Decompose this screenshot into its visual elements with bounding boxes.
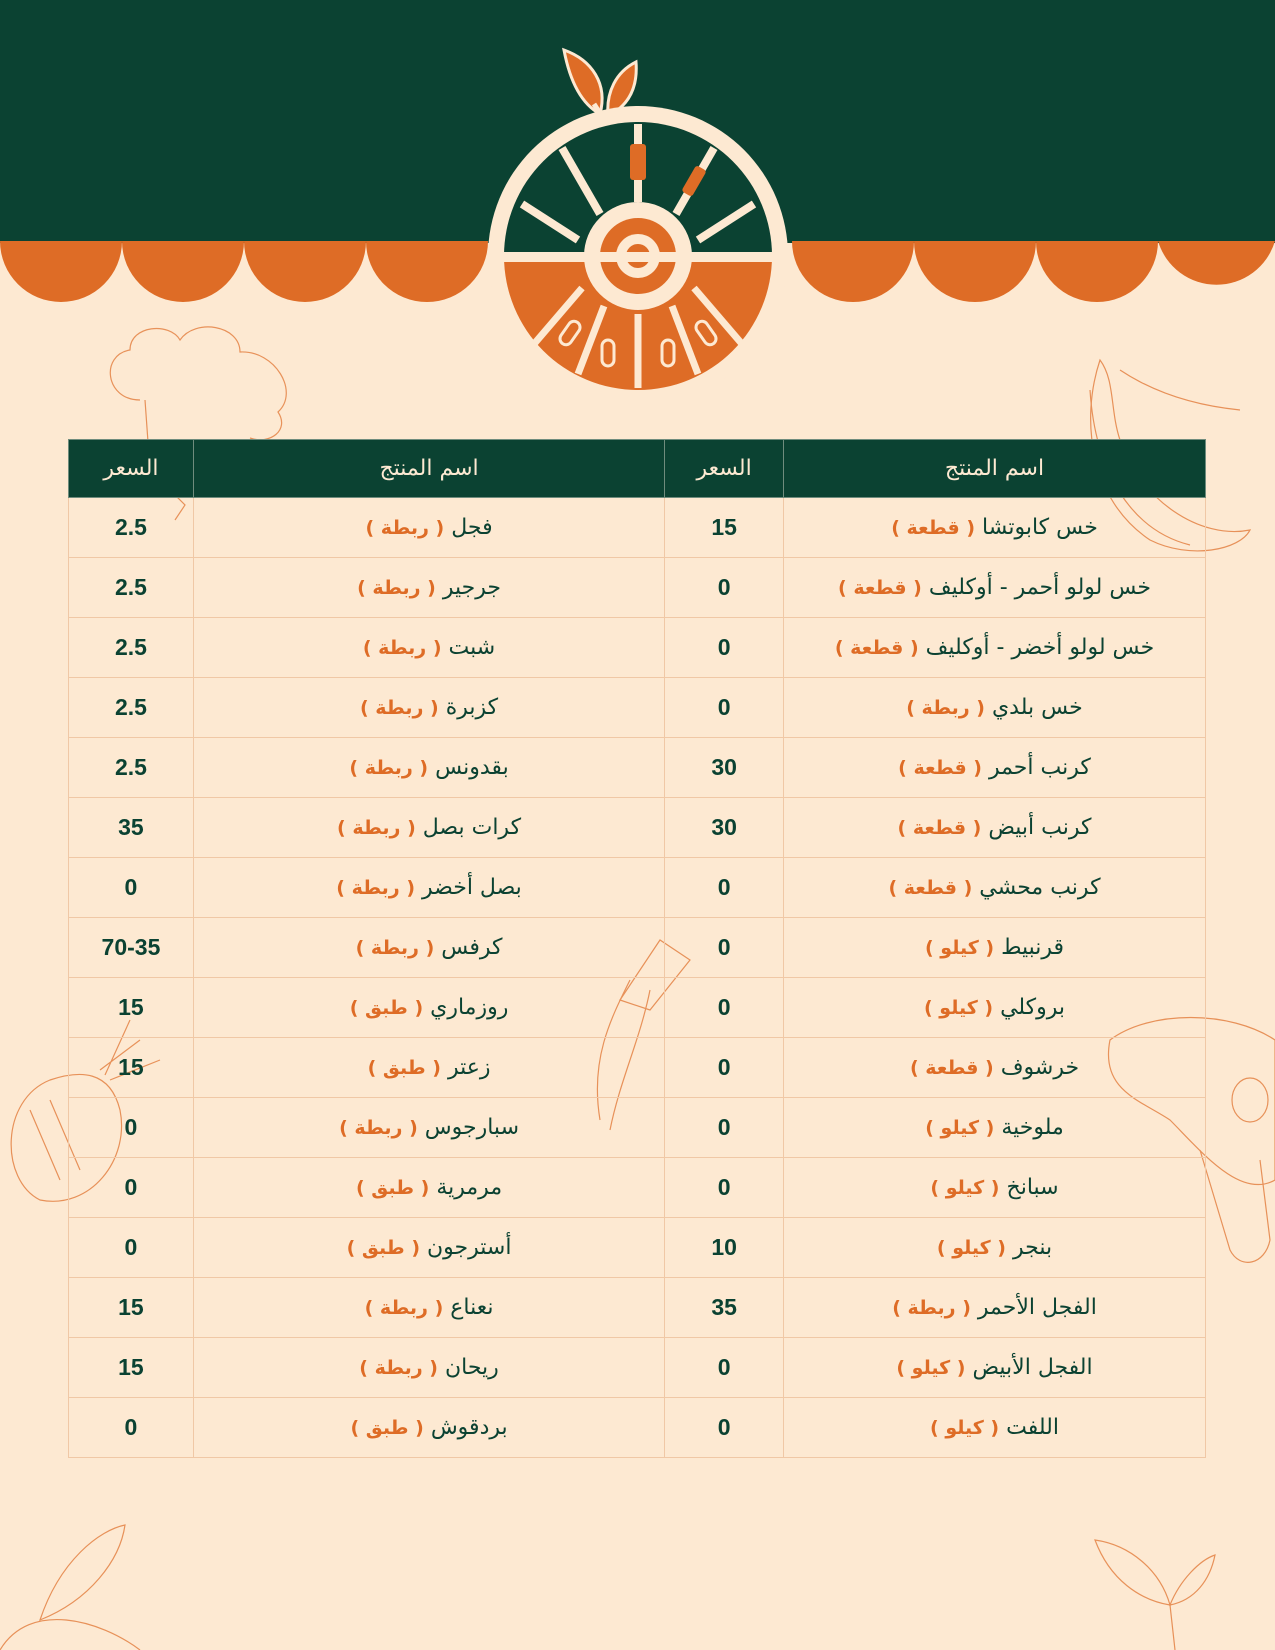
product-unit: ( قطعة ) [834,636,919,659]
table-row [69,858,1206,918]
product-price: 0 [69,1158,194,1218]
product-unit: ( ربطة ) [364,1296,444,1319]
product-name-cell [784,1398,1206,1458]
product-name-cell [784,678,1206,738]
product-price: 0 [665,978,784,1038]
product-name-cell [193,1098,664,1158]
product-price: 35 [69,798,194,858]
product-name: الفجل الأحمر [977,1294,1097,1320]
product-price: 15 [69,1278,194,1338]
product-name-cell [784,1218,1206,1278]
table-row [69,618,1206,678]
product-price: 0 [69,1398,194,1458]
table-row [69,1158,1206,1218]
product-name: جرجير [442,574,501,600]
product-unit: ( قطعة ) [909,1056,994,1079]
product-unit: ( كيلو ) [925,936,995,959]
product-price: 0 [665,558,784,618]
product-name: سبانخ [1006,1174,1059,1200]
product-name: كرنب أبيض [988,814,1092,840]
brand-logo-icon [482,44,794,408]
product-unit: ( ربطة ) [362,636,442,659]
product-price: 0 [665,1398,784,1458]
product-unit: ( ربطة ) [357,576,436,599]
product-name: بردقوش [430,1414,508,1440]
table-row [69,498,1206,558]
product-name: زعتر [447,1054,491,1080]
product-price: 2.5 [69,618,194,678]
table-header-row [69,440,1206,498]
product-name: كرفس [441,934,503,960]
product-name: ريحان [444,1354,499,1380]
table-row [69,978,1206,1038]
product-name-cell [193,1278,664,1338]
product-price: 0 [69,1098,194,1158]
product-name: ملوخية [1001,1114,1064,1140]
product-name: خس كابوتشا [982,514,1098,540]
product-name-cell [784,858,1206,918]
product-name-cell [784,738,1206,798]
product-name-cell [193,1218,664,1278]
product-price: 70-35 [69,918,194,978]
product-name: شبت [448,634,496,660]
table-row [69,1098,1206,1158]
product-name-cell [193,558,664,618]
product-name-cell [193,738,664,798]
product-unit: ( ربطة ) [355,936,435,959]
product-name: اللفت [1006,1414,1059,1440]
product-price: 10 [665,1218,784,1278]
product-name-cell [193,978,664,1038]
product-price: 2.5 [69,558,194,618]
product-price: 0 [69,1218,194,1278]
product-unit: ( طبق ) [349,996,424,1019]
product-unit: ( طبق ) [355,1176,430,1199]
product-name: بصل أخضر [422,874,522,900]
product-name-cell [784,978,1206,1038]
product-name-cell [784,918,1206,978]
product-name-cell [193,498,664,558]
product-name-cell [193,858,664,918]
product-unit: ( ربطة ) [892,1296,971,1319]
product-price: 15 [69,978,194,1038]
product-price: 0 [665,1338,784,1398]
product-unit: ( قطعة ) [898,756,982,779]
product-name: نعناع [450,1294,494,1320]
product-price: 0 [665,618,784,678]
table-row [69,1398,1206,1458]
product-name-cell [193,1158,664,1218]
table-row [69,1038,1206,1098]
product-unit: ( ربطة ) [359,696,439,719]
product-unit: ( كيلو ) [930,1416,1000,1439]
product-name-cell [193,798,664,858]
product-unit: ( ربطة ) [336,876,415,899]
product-price: 0 [665,678,784,738]
product-name: خس لولو أخضر - أوكليف [925,634,1155,660]
product-name-cell [193,918,664,978]
product-name: كرنب محشي [979,874,1101,900]
product-name-cell [784,1038,1206,1098]
table-row [69,798,1206,858]
product-price: 0 [665,1098,784,1158]
table-row [69,738,1206,798]
product-unit: ( قطعة ) [888,876,973,899]
product-price: 30 [665,798,784,858]
table-row [69,558,1206,618]
product-unit: ( طبق ) [350,1416,424,1439]
product-name: خس بلدي [991,694,1083,720]
product-name: أسترجون [427,1234,512,1260]
table-row [69,1338,1206,1398]
product-name-cell [784,618,1206,678]
product-price: 35 [665,1278,784,1338]
product-unit: ( طبق ) [367,1056,441,1079]
product-name-cell [193,1398,664,1458]
product-name-cell [784,1278,1206,1338]
product-unit: ( كيلو ) [930,1176,1000,1199]
product-unit: ( ربطة ) [365,516,445,539]
product-unit: ( ربطة ) [359,1356,438,1379]
product-name: الفجل الأبيض [972,1354,1093,1380]
product-price: 30 [665,738,784,798]
table-row [69,918,1206,978]
product-name-cell [784,1158,1206,1218]
product-price: 15 [69,1338,194,1398]
product-name: خرشوف [1000,1054,1080,1080]
product-price: 0 [665,1038,784,1098]
product-name-cell [193,618,664,678]
product-name: مرمرية [436,1174,503,1200]
product-unit: ( ربطة ) [337,816,416,839]
product-name: بروكلي [1000,994,1066,1020]
table-row [69,1218,1206,1278]
product-price: 0 [665,1158,784,1218]
product-price: 15 [69,1038,194,1098]
product-name-cell [784,498,1206,558]
product-name: فجل [451,514,493,540]
product-name-cell [193,1338,664,1398]
header-price-left: السعر [69,440,194,498]
product-name-cell [784,1098,1206,1158]
product-unit: ( كيلو ) [936,1236,1006,1259]
product-name-cell [784,1338,1206,1398]
product-unit: ( كيلو ) [923,996,994,1019]
table-row [69,1278,1206,1338]
product-unit: ( طبق ) [346,1236,420,1259]
product-name: خس لولو أحمر - أوكليف [928,574,1151,600]
leaf-doodle-icon-2 [1095,1540,1170,1605]
product-price: 0 [665,918,784,978]
product-price: 2.5 [69,498,194,558]
product-unit: ( كيلو ) [896,1356,966,1379]
product-price: 0 [69,858,194,918]
product-price: 2.5 [69,738,194,798]
product-price-table [68,439,1206,1458]
product-name: كرات بصل [422,814,522,840]
product-unit: ( ربطة ) [906,696,985,719]
product-price: 2.5 [69,678,194,738]
product-name-cell [193,1038,664,1098]
product-name-cell [193,678,664,738]
product-unit: ( قطعة ) [897,816,982,839]
product-unit: ( قطعة ) [891,516,976,539]
product-name-cell [784,558,1206,618]
product-name: روزماري [430,994,509,1020]
product-name-cell [784,798,1206,858]
product-name: بنجر [1013,1234,1053,1260]
product-unit: ( ربطة ) [339,1116,418,1139]
table-row [69,678,1206,738]
product-unit: ( ربطة ) [349,756,429,779]
product-name: كزبرة [445,694,499,720]
product-name: بقدونس [435,754,509,780]
header-product-name-right: اسم المنتج [784,440,1206,498]
header-product-name-left: اسم المنتج [193,440,664,498]
product-name: كرنب أحمر [988,754,1091,780]
cloud-doodle-icon [110,327,286,440]
product-unit: ( كيلو ) [925,1116,995,1139]
product-price: 15 [665,498,784,558]
product-name: قرنبيط [1001,934,1065,960]
product-name: سبارجوس [424,1114,520,1140]
leaf-doodle-icon [40,1525,125,1620]
header-price-right: السعر [665,440,784,498]
product-price: 0 [665,858,784,918]
product-unit: ( قطعة ) [838,576,922,599]
